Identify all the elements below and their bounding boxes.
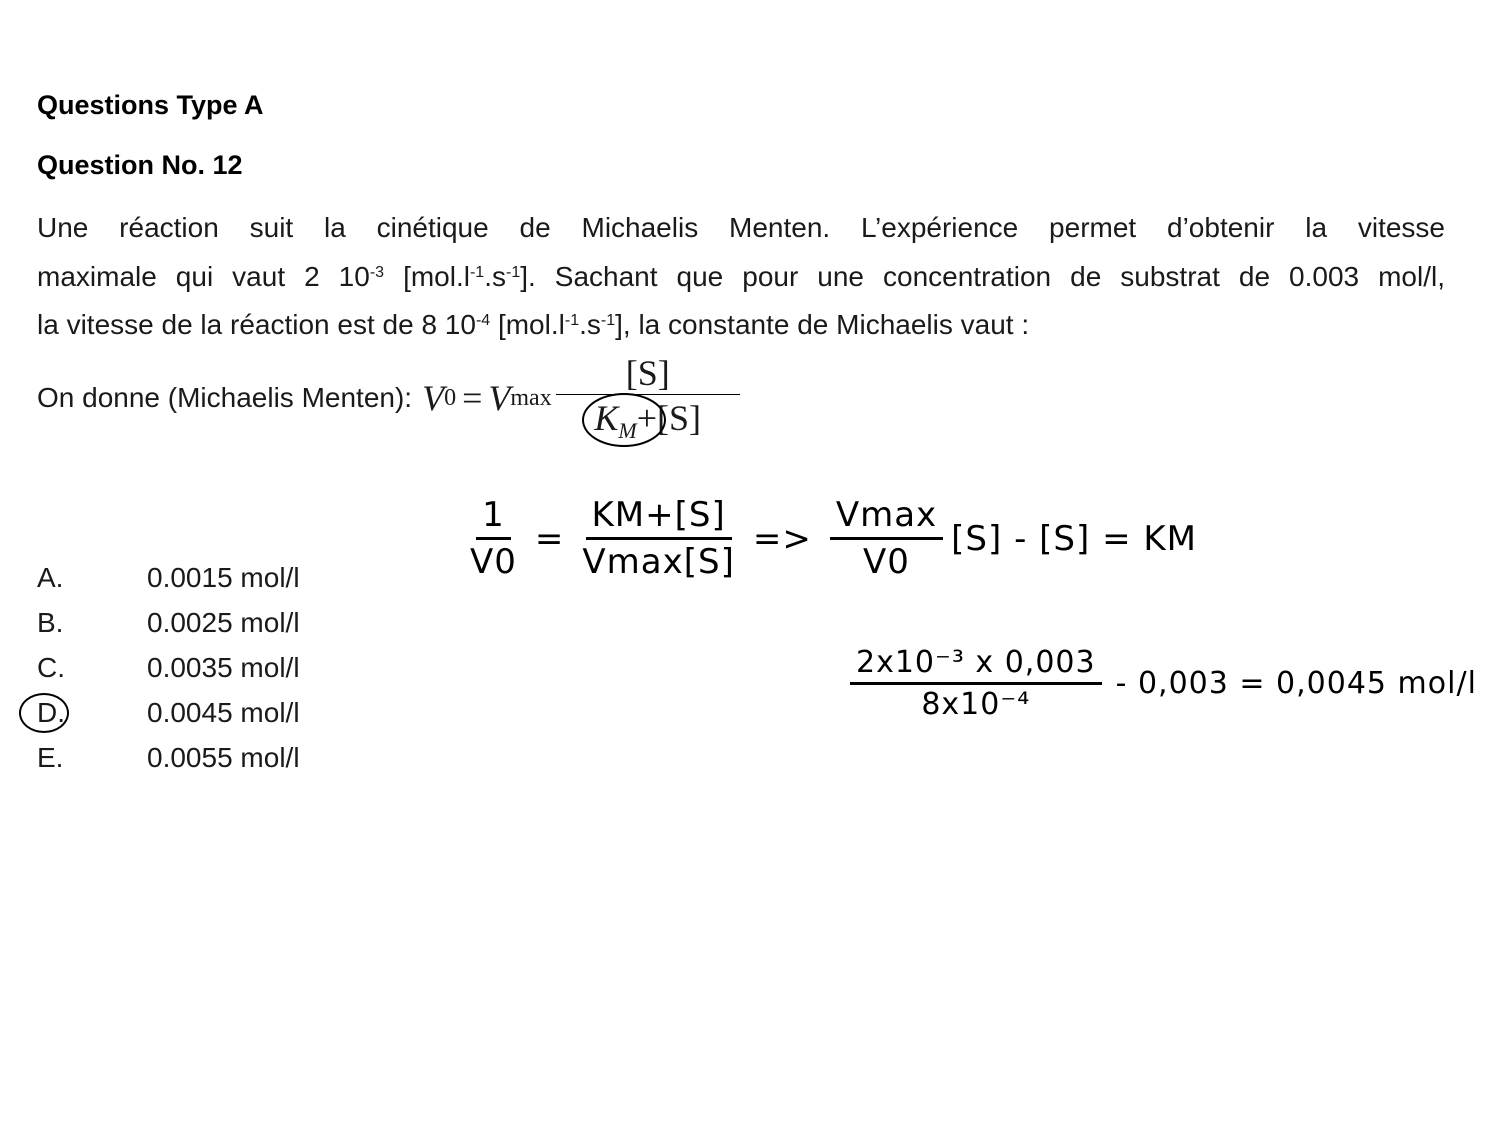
question-title: Question No. 12 [37,150,243,180]
answer-circle [19,693,69,733]
given-label: On donne (Michaelis Menten): [37,382,413,414]
option-e[interactable]: E. 0.0055 mol/l [37,742,300,773]
question-line-3: la vitesse de la réaction est de 8 $10^{-4}$ $[mol.l^{-1}.s^{-1}]$, la constante de Michaelis vaut : [37,309,1030,340]
section-title: Questions Type A [37,90,264,120]
handwritten-derivation: $\frac{1}{V0}$ = $\frac{KM+[S]}{Vmax[S]}$ => $\frac{Vmax}{V0}$ [S] - [S] = KM [470,495,1198,582]
question-line-2: maximale qui vaut 2 $10^{-3}$ $[mol.l^{-1}.s^{-1}]$. Sachant que pour une concentration de substrat de 0.003 mol/l, [37,260,1445,292]
question-text [37,204,1445,350]
option-d[interactable]: D. 0.0045 mol/l [37,697,300,729]
option-b[interactable]: B. 0.0025 mol/l [37,607,300,638]
given-formula [37,352,740,444]
option-a[interactable]: A. 0.0015 mol/l [37,562,300,593]
question-line-1: Une réaction suit la cinétique de Michaelis Menten. L’expérience permet d’obtenir la vitesse [37,212,1445,243]
formula: V 0 = V max $\frac{[S]}{K_M+[S]}$ [422,352,740,444]
option-c[interactable]: C. 0.0035 mol/l [37,652,300,683]
circle-annotation [582,393,666,447]
handwritten-calculation: $\frac{\text{2x10⁻³ x 0,003}}{\text{8x10⁻⁴}}$ - 0,003 = 0,0045 mol/l [850,645,1477,722]
